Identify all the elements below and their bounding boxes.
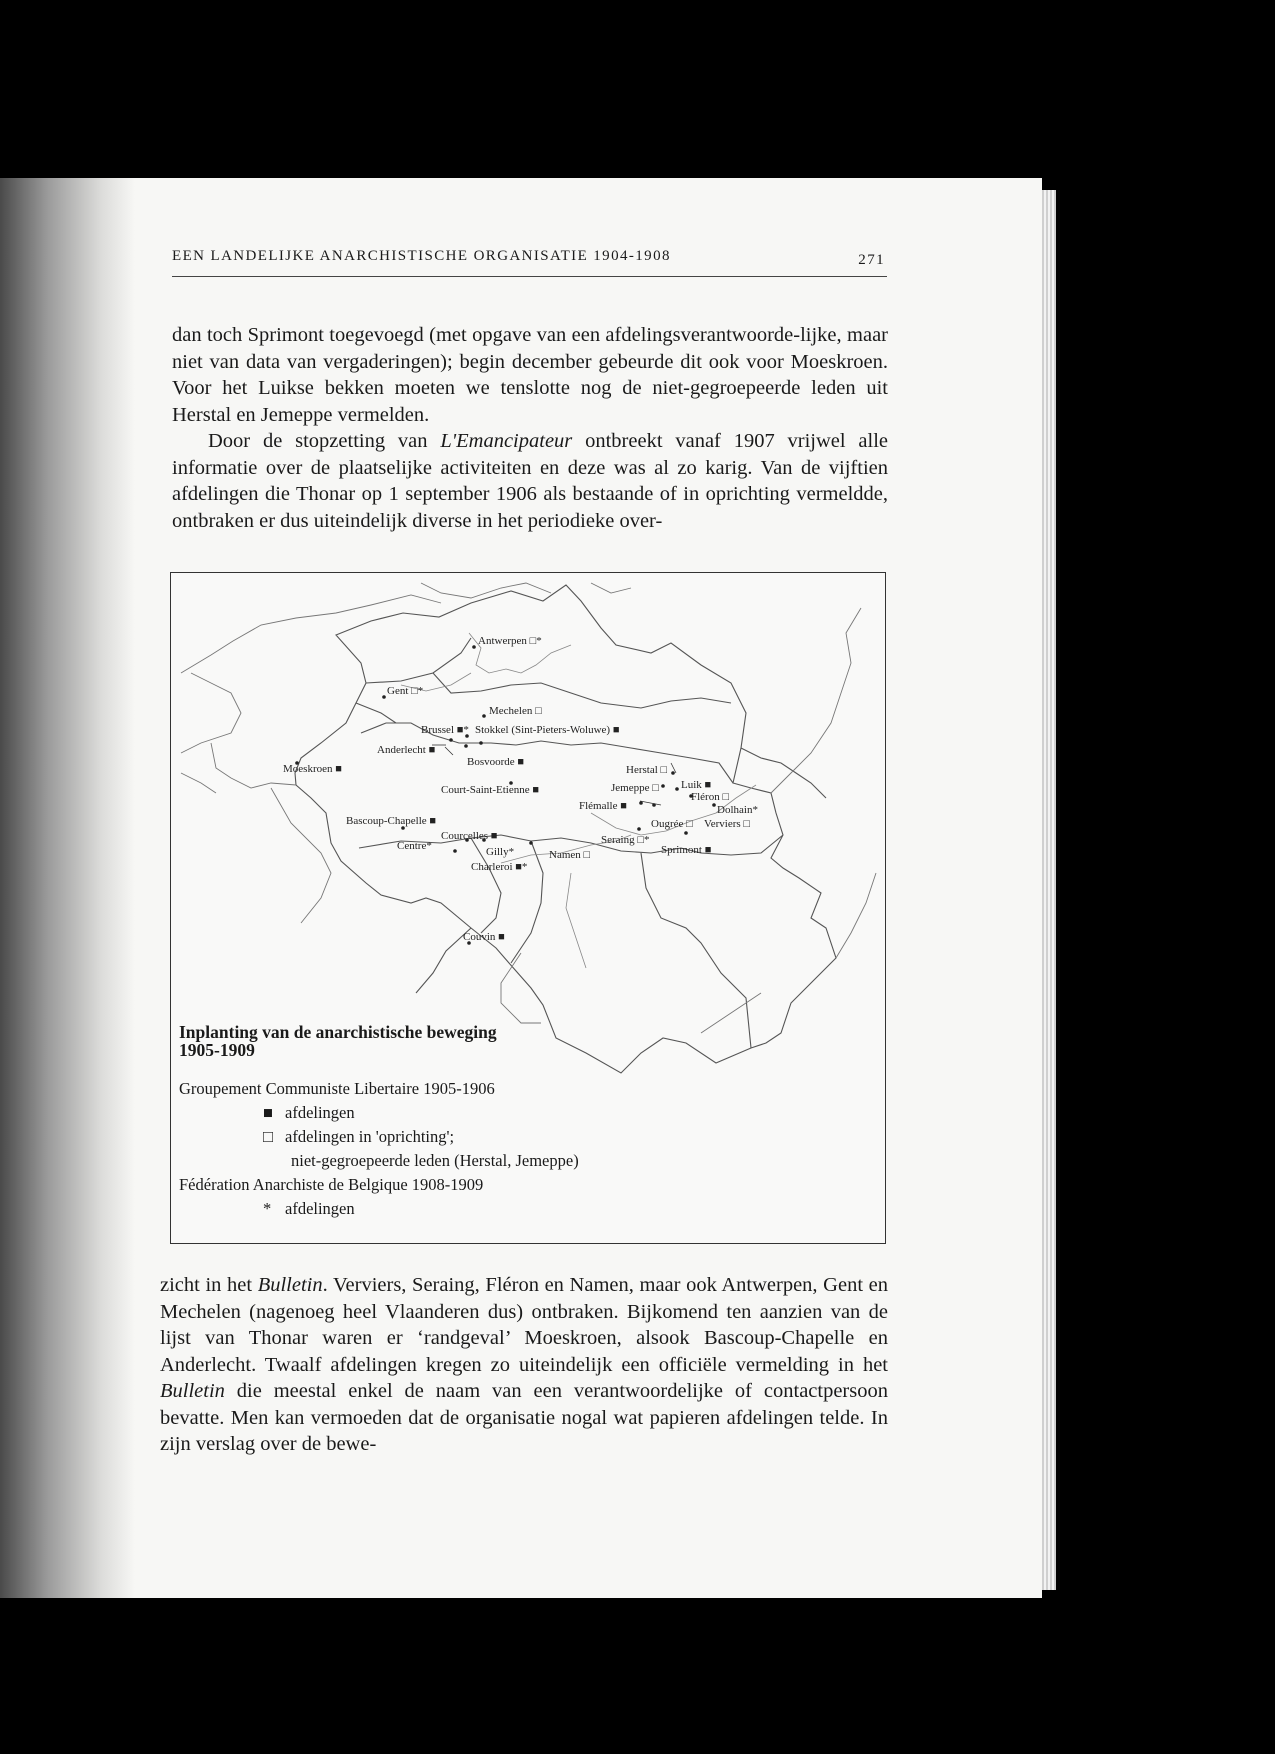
emancipateur-title: L'Emancipateur [440, 430, 573, 452]
label-luik: Luik ■ [681, 779, 712, 791]
label-centre: Centre* [397, 840, 432, 852]
label-ougree: Ougrée □ [651, 818, 693, 830]
paragraph-2-start: Door de stopzetting van [208, 430, 441, 452]
legend-item-afdelingen-label: afdelingen [285, 1103, 355, 1122]
label-bosvoorde: Bosvoorde ■ [467, 756, 525, 768]
label-bascoup-chapelle: Bascoup-Chapelle ■ [346, 815, 437, 827]
legend-item-fab-afdelingen [179, 1197, 699, 1221]
label-sprimont: Sprimont ■ [661, 844, 712, 856]
asterisk-icon: * [263, 1199, 272, 1218]
bulletin-title-2: Bulletin [160, 1380, 225, 1402]
label-jemeppe: Jemeppe □ [611, 782, 659, 794]
legend-item-oprichting [179, 1125, 699, 1149]
label-couvin: Couvin ■ [463, 931, 505, 943]
paragraph-2 [172, 428, 888, 534]
label-moeskroen: Moeskroen ■ [283, 763, 342, 775]
legend-item-oprichting-cont: niet-gegroepeerde leden (Herstal, Jemeppe) [291, 1151, 579, 1170]
map-figure [170, 572, 886, 1244]
bottom-text-block [160, 1272, 888, 1458]
filled-square-icon: ■ [263, 1103, 273, 1122]
running-title: EEN LANDELIJKE ANARCHISTISCHE ORGANISATIE 1904-1908 [172, 248, 671, 264]
legend-group-gcl: Groupement Communiste Libertaire 1905-1906 [179, 1079, 495, 1098]
empty-square-icon: □ [263, 1127, 273, 1146]
label-antwerpen: Antwerpen □* [478, 635, 542, 647]
label-verviers: Verviers □ [704, 818, 751, 830]
bulletin-title-1: Bulletin [257, 1274, 323, 1296]
page-gutter-shadow [0, 178, 135, 1598]
legend-title-line2: 1905-1909 [179, 1040, 255, 1060]
label-namen: Namen □ [549, 849, 591, 861]
page-number: 271 [858, 252, 885, 268]
paragraph-3-start: zicht in het [160, 1274, 258, 1296]
map-legend [179, 1023, 699, 1221]
label-dolhain: Dolhain* [717, 804, 758, 816]
label-herstal: Herstal □ [626, 764, 668, 776]
label-stokkel: Stokkel (Sint-Pieters-Woluwe) ■ [475, 724, 620, 736]
page-edge-stack [1042, 190, 1056, 1590]
paragraph-1: dan toch Sprimont toegevoegd (met opgave van een afdelingsverantwoorde-lijke, maar niet van data van vergaderingen); begin december gebeurde dit ook voor Moeskroen. Voor het Luikse bekken moeten we tenslotte nog de niet-gegroepeerde leden uit Herstal en Jemeppe vermelden. [172, 324, 888, 426]
paragraph-3-mid: . Verviers, Seraing, Fléron en Namen, maar ook Antwerpen, Gent en Mechelen (nagenoeg heel Vlaanderen dus) ontbraken. Bijkomend ten aanzien van de lijst van Thonar waren er ‘randgeval’ Moeskroen, alsook Bascoup-Chapelle en Anderlecht. Twaalf afdelingen kregen zo uiteindelijk een officiële vermelding in het [160, 1274, 888, 1376]
label-courcelles: Courcelles ■ [441, 830, 498, 842]
paragraph-3 [160, 1272, 888, 1458]
legend-title-line1: Inplanting van de anarchistische beweging [179, 1022, 497, 1042]
label-mechelen: Mechelen □ [489, 705, 542, 717]
legend-item-afdelingen [179, 1101, 699, 1125]
running-header [172, 246, 887, 277]
top-text-block [172, 322, 888, 534]
paragraph-2-rest: ontbreekt vanaf 1907 vrijwel alle informatie over de plaatselijke activiteiten en deze was al zo karig. Van de vijftien afdelingen die Thonar op 1 september 1906 als bestaande of in oprichting vermeldde, ontbraken er dus uiteindelijk diverse in het periodieke over- [172, 430, 888, 532]
label-charleroi: Charleroi ■* [471, 861, 528, 873]
label-court-saint-etienne: Court-Saint-Etienne ■ [441, 784, 539, 796]
belgium-border [295, 585, 836, 1073]
label-anderlecht: Anderlecht ■ [377, 744, 436, 756]
legend-item-fab-label: afdelingen [285, 1199, 355, 1218]
label-flemalle: Flémalle ■ [579, 800, 627, 812]
legend-item-oprichting-label: afdelingen in 'oprichting'; [285, 1127, 455, 1146]
label-gent: Gent □* [387, 685, 424, 697]
label-seraing: Seraing □* [601, 834, 650, 846]
label-gilly: Gilly* [486, 846, 515, 858]
label-brussel: Brussel ■* [421, 724, 469, 736]
legend-group-fab: Fédération Anarchiste de Belgique 1908-1909 [179, 1175, 484, 1194]
label-fleron: Fléron □ [691, 791, 730, 803]
paragraph-3-end: die meestal enkel de naam van een verantwoordelijke of contactpersoon bevatte. Men kan vermoeden dat de organisatie nogal wat papieren afdelingen telde. In zijn verslag over de bewe- [160, 1380, 888, 1455]
